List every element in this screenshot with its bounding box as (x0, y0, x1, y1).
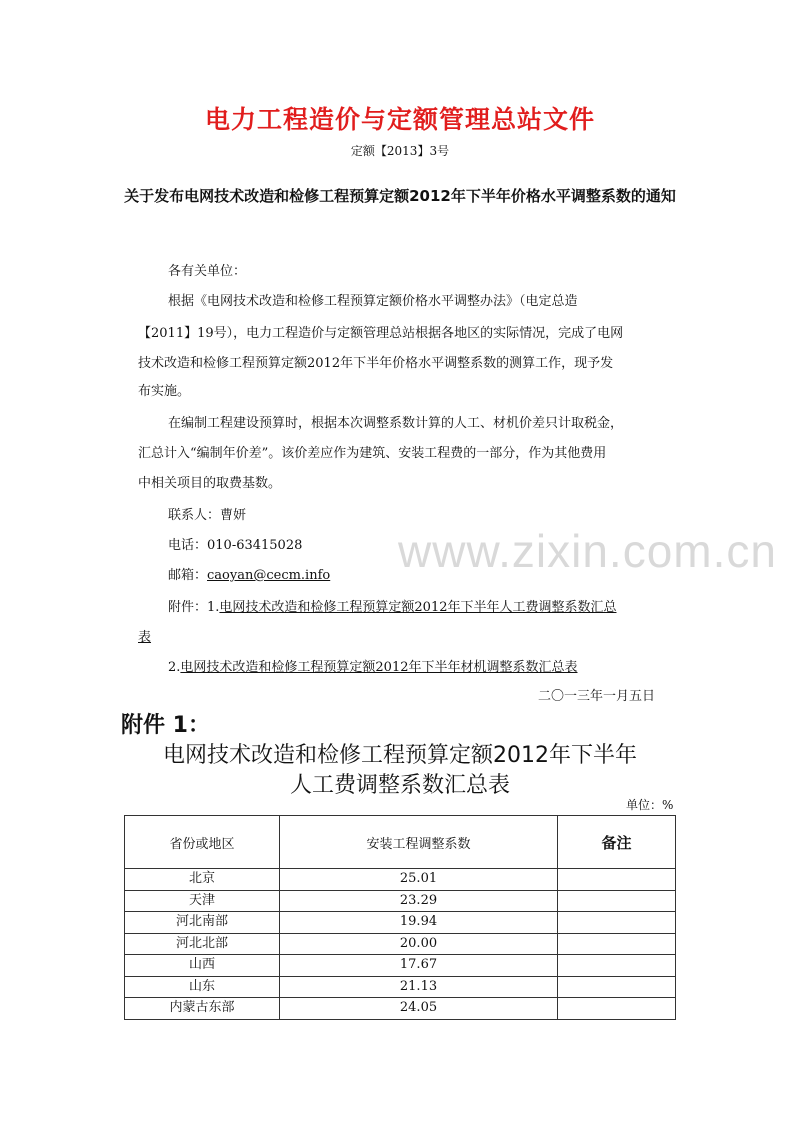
table-title-line-2: 人工费调整系数汇总表 (289, 773, 510, 798)
cell-region: 河北南部 (125, 912, 280, 934)
cell-region: 山西 (125, 955, 280, 977)
unit-label: 单位：% (626, 798, 674, 812)
paragraph-2-line-3: 中相关项目的取费基数。 (138, 476, 282, 491)
attachment-1-label: 附件 1： (121, 713, 210, 738)
paragraph-1-line-2: 【2011】19号），电力工程造价与定额管理总站根据各地区的实际情况，完成了电网 (138, 326, 624, 341)
cell-coefficient: 21.13 (280, 976, 558, 998)
table-row (125, 976, 676, 998)
cell-region: 内蒙古东部 (125, 998, 280, 1020)
attachment-1-link-continued[interactable]: 表 (138, 630, 152, 645)
paragraph-1-line-3: 技术改造和检修工程预算定额2012年下半年价格水平调整系数的测算工作，现予发 (138, 356, 614, 371)
cell-coefficient: 20.00 (280, 933, 558, 955)
email-link[interactable]: caoyan@cecm.info (207, 568, 331, 583)
table-row (125, 912, 676, 934)
attachment-2-link[interactable]: 电网技术改造和检修工程预算定额2012年下半年材机调整系数汇总表 (180, 660, 578, 675)
notice-title: 关于发布电网技术改造和检修工程预算定额2012年下半年价格水平调整系数的通知 (124, 187, 676, 205)
paragraph-2-line-1: 在编制工程建设预算时，根据本次调整系数计算的人工、材机价差只计取税金， (168, 416, 624, 431)
cell-coefficient: 25.01 (280, 869, 558, 891)
attachment-2-number: 2. (168, 660, 181, 675)
cell-note (558, 869, 676, 891)
cell-coefficient: 24.05 (280, 998, 558, 1020)
cell-note (558, 955, 676, 977)
cell-note (558, 933, 676, 955)
document-date: 二〇一三年一月五日 (538, 689, 656, 704)
paragraph-2-line-2: 汇总计入“编制年价差”。该价差应作为建筑、安装工程费的一部分，作为其他费用 (138, 446, 607, 461)
table-title-line-1: 电网技术改造和检修工程预算定额2012年下半年 (163, 743, 637, 768)
cell-region: 天津 (125, 890, 280, 912)
table-row (125, 890, 676, 912)
cell-coefficient: 23.29 (280, 890, 558, 912)
attachment-2-row (168, 658, 578, 678)
adjustment-coefficient-table (124, 815, 676, 1020)
table-row (125, 869, 676, 891)
contact-email-row (168, 566, 330, 586)
document-number: 定额【2013】3号 (350, 144, 450, 158)
table-row (125, 933, 676, 955)
email-label: 邮箱： (168, 568, 208, 583)
header-note: 备注 (558, 816, 676, 869)
watermark: www.zixin.com.cn (398, 525, 777, 577)
attachments-label: 附件：1. (168, 600, 220, 615)
cell-region: 河北北部 (125, 933, 280, 955)
table-row (125, 998, 676, 1020)
table-header-row (125, 816, 676, 869)
header-coefficient: 安装工程调整系数 (280, 816, 558, 869)
paragraph-1-line-1: 根据《电网技术改造和检修工程预算定额价格水平调整办法》（电定总造 (168, 294, 578, 309)
cell-note (558, 912, 676, 934)
attachment-1-link[interactable]: 电网技术改造和检修工程预算定额2012年下半年人工费调整系数汇总 (219, 600, 617, 615)
table-row (125, 955, 676, 977)
cell-region: 山东 (125, 976, 280, 998)
document-header-title: 电力工程造价与定额管理总站文件 (204, 105, 595, 134)
cell-note (558, 976, 676, 998)
attachments-row (168, 598, 617, 618)
contact-person: 联系人：曹妍 (168, 508, 247, 523)
salutation: 各有关单位： (168, 264, 247, 279)
cell-region: 北京 (125, 869, 280, 891)
cell-note (558, 998, 676, 1020)
header-region: 省份或地区 (125, 816, 280, 869)
cell-note (558, 890, 676, 912)
contact-phone: 电话：010-63415028 (168, 538, 303, 553)
paragraph-1-line-4: 布实施。 (138, 384, 191, 399)
cell-coefficient: 19.94 (280, 912, 558, 934)
cell-coefficient: 17.67 (280, 955, 558, 977)
